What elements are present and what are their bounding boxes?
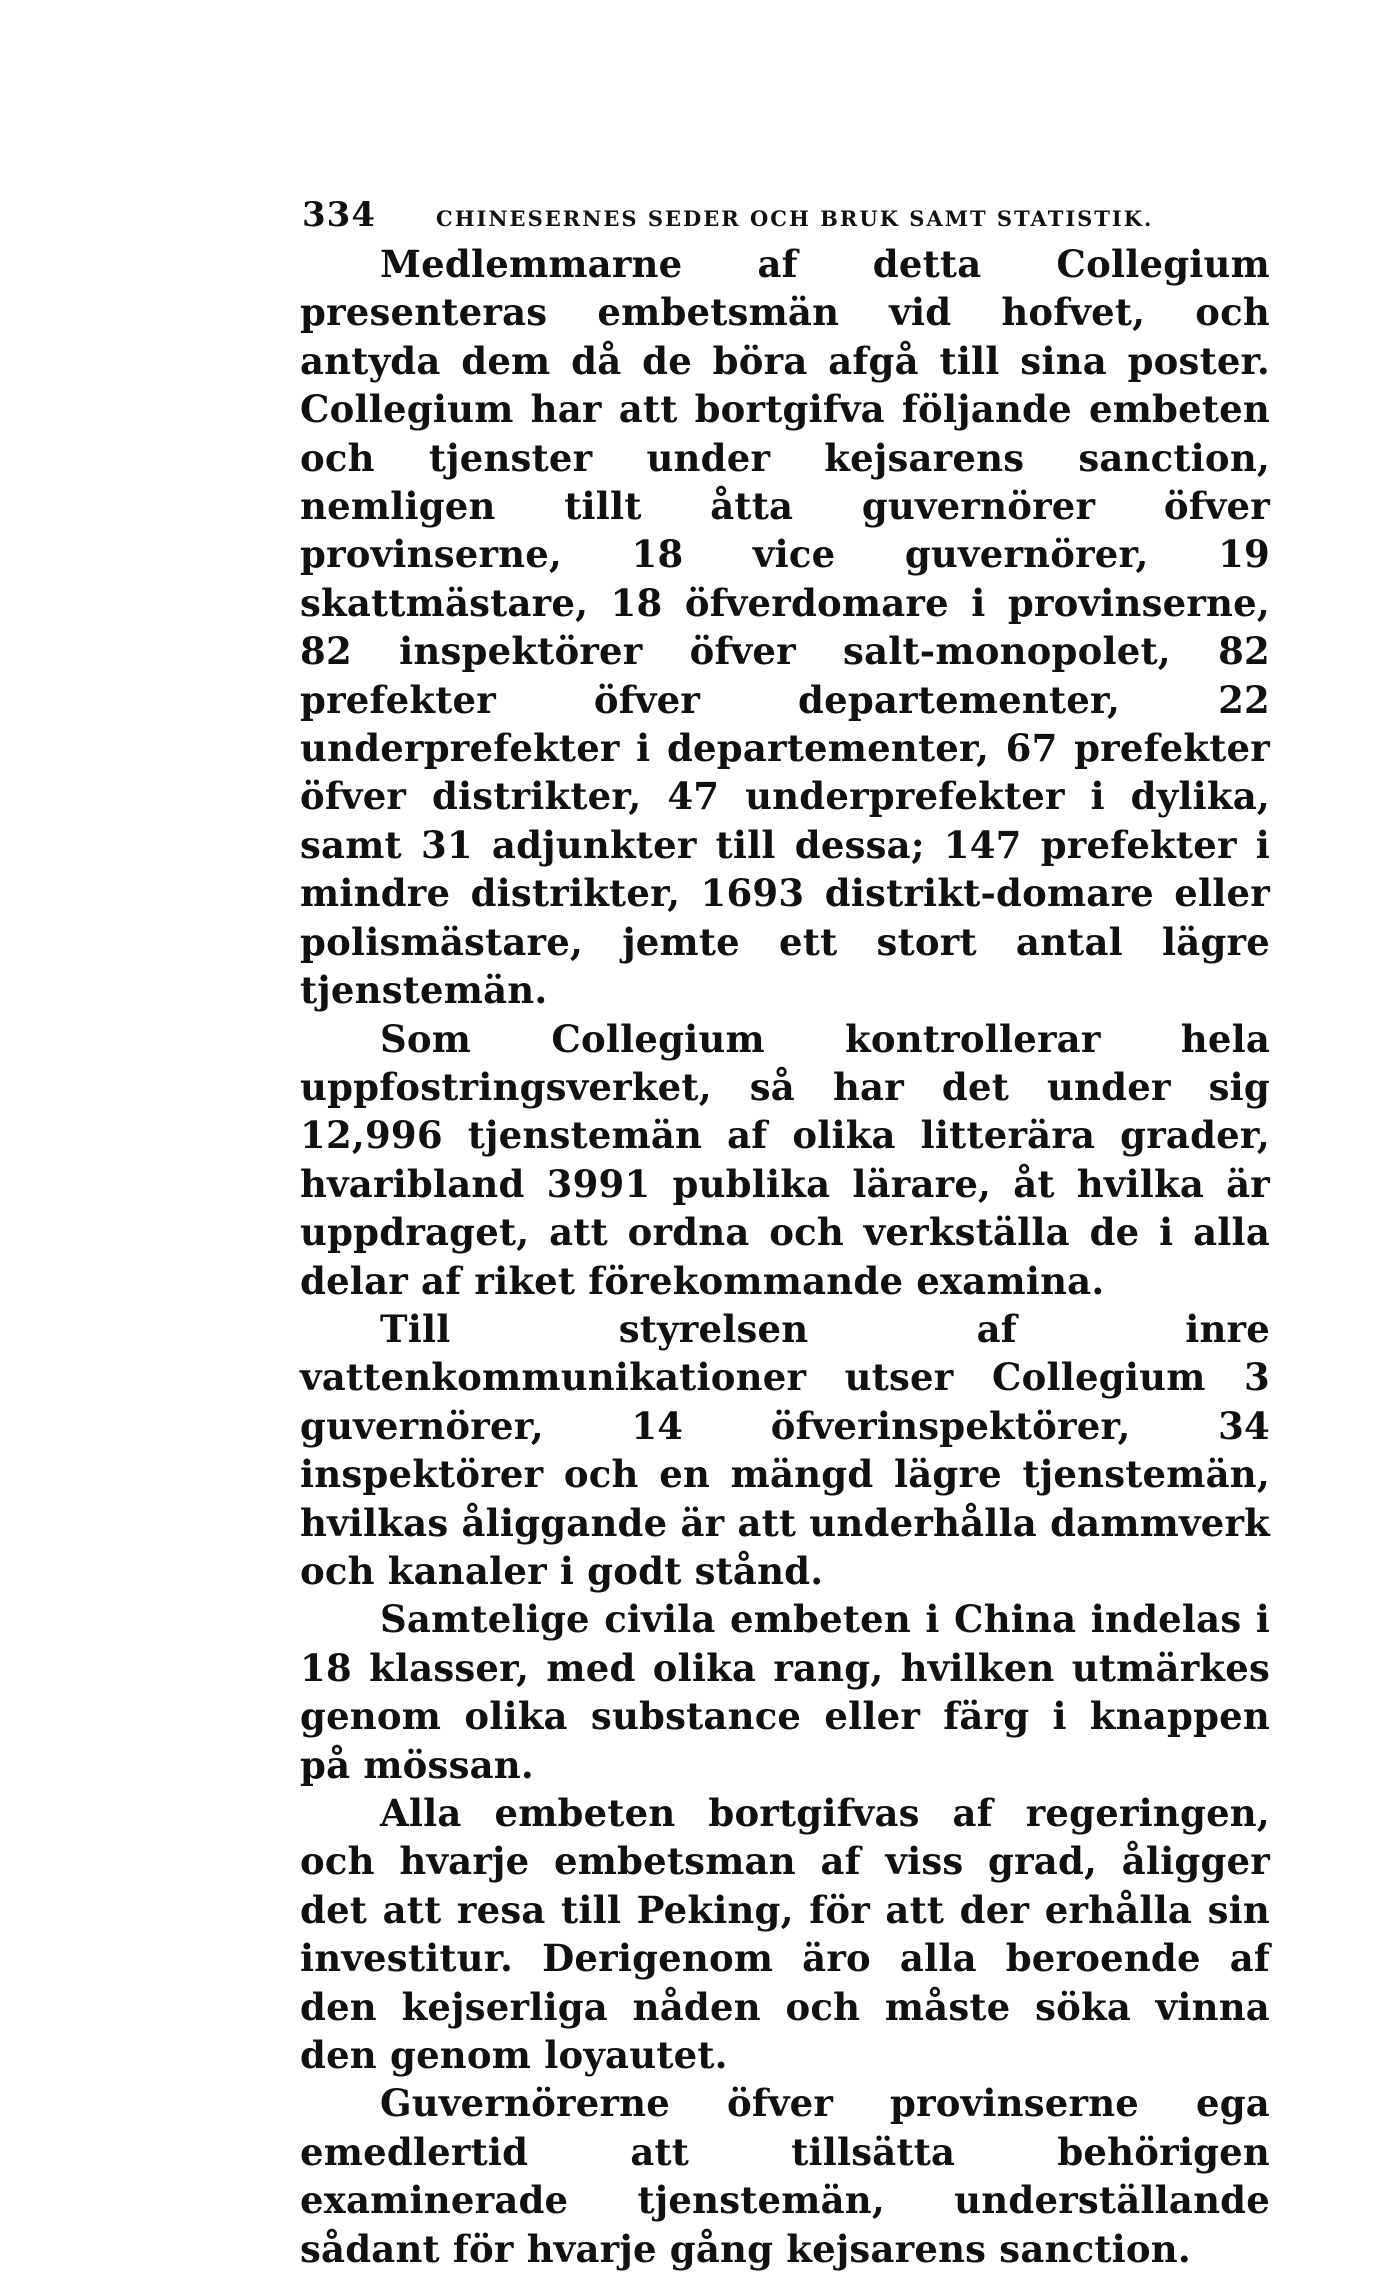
paragraph: Som Collegium kontrollerar hela uppfostringsverket, så har det under sig 12,996 tjenstemän af olika litterära grader, hvaribland 3991 publika lärare, åt hvilka är uppdraget, att ordna och verkställa de i alla delar af riket förekommande examina. [300, 1016, 1270, 1303]
paragraph: Alla embeten bortgifvas af regeringen, och hvarje embetsman af viss grad, åligger det att resa till Peking, för att der erhålla sin investitur. Derigenom äro alla beroende af den kejserliga nåden och måste söka vinna den genom loyautet. [300, 1791, 1270, 2078]
paragraph: Samtelige civila embeten i China indelas i 18 klasser, med olika rang, hvilken utmärkes genom olika substance eller färg i knappen på mössan. [300, 1597, 1270, 1787]
paragraph: Till styrelsen af inre vattenkommunikationer utser Collegium 3 guvernörer, 14 öfverinspektörer, 34 inspektörer och en mängd lägre tjenstemän, hvilkas åliggande är att underhålla dammverk och kanaler i godt stånd. [300, 1306, 1270, 1593]
paragraph: Medlemmarne af detta Collegium presenteras embetsmän vid hofvet, och antyda dem då de böra afgå till sina poster. Collegium har att bortgifva följande embeten och tjenster under kejsarens sanction, nemligen tillt åtta guvernörer öfver provinserne, 18 vice guvernörer, 19 skattmästare, 18 öfverdomare i provinserne, 82 inspektörer öfver salt-monopolet, 82 prefekter öfver departementer, 22 underprefekter i departementer, 67 prefekter öfver distrikter, 47 underprefekter i dylika, samt 31 adjunkter till dessa; 147 prefekter i mindre distrikter, 1693 distrikt-domare eller polismästare, jemte ett stort antal lägre tjenstemän. [300, 242, 1270, 1013]
paragraph: Guvernörerne öfver provinserne ega emedlertid att tillsätta behörigen examinerade tjenstemän, underställande sådant för hvarje gång kejsarens sanction. [300, 2081, 1270, 2271]
page-number: 334 [302, 195, 376, 235]
running-title: CHINESERNES SEDER OCH BRUK SAMT STATISTIK. [435, 206, 1154, 231]
body-text [300, 240, 1270, 2273]
running-head [302, 195, 1282, 235]
